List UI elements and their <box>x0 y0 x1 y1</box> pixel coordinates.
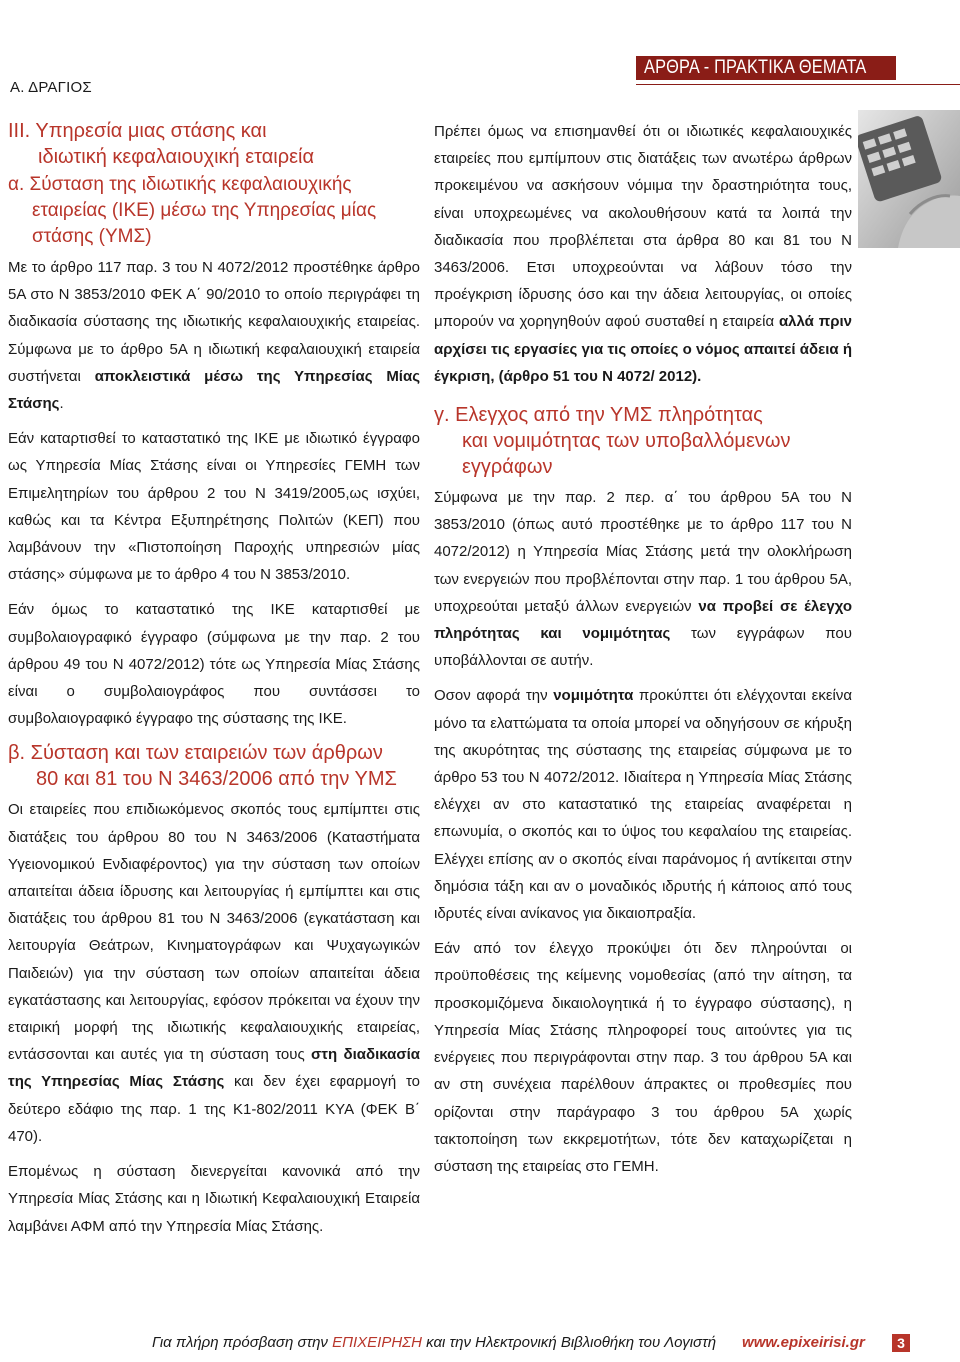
footer-text-1: Για πλήρη πρόσβαση στην <box>152 1334 333 1351</box>
paragraph-article-117-end: . <box>59 395 64 413</box>
paragraph-article-117-bold: αποκλειστικά μέσω της Υπηρεσίας Μίας Στάσης <box>8 367 421 413</box>
subsection-a-line1: α. Σύσταση της ιδιωτικής κεφαλαιουχικής <box>8 174 352 195</box>
subsection-a-line2: εταιρείας (ΙΚΕ) μέσω της Υπηρεσίας μίας <box>32 200 377 221</box>
footer-url-link[interactable]: www.epixeirisi.gr <box>742 1334 865 1351</box>
footer-text <box>152 1334 865 1351</box>
paragraph-check-result: Εάν από τον έλεγχο προκύψει ότι δεν πληρούνται οι προϋποθέσεις της κείμενης νομοθεσίας (από την αίτηση, τα προσκομιζόμενα δικαιολογητικά ή το έγγραφο σύστασης), η Υπηρεσία Μίας Στάσης πληροφορεί τους αιτούντες για τις ενέργειες που περιγράφονται στην παρ. 3 του άρθρου 5Α και αν στη συνέχεια παρέλθουν άπρακτες οι προθεσμίες που ορίζονται στην παράγραφο 3 του άρθρου 5Α χωρίς τακτοποίηση των εκκρεμοτήτων, τότε δεν καταχωρίζεται η σύσταση της εταιρείας στο ΓΕΜΗ. <box>434 940 852 1175</box>
author-name: Α. ΔΡΑΓΙΟΣ <box>10 79 92 96</box>
paragraph-completeness-check <box>434 484 852 674</box>
subsection-c-heading <box>434 402 852 480</box>
paragraph-notarial-document: Εάν όμως το καταστατικό της ΙΚΕ καταρτισθεί με συμβολαιογραφικό έγγραφο (σύμφωνα με την παρ. 2 του άρθρου 49 του Ν 4072/2012) τότε ως Υπηρεσία Μίας Στάσης είναι ο συμβολαιογράφος που συντάσσει το συμβολαιογραφικό έγγραφο της σύστασης της ΙΚΕ. <box>8 601 420 728</box>
paragraph-private-document: Εάν καταρτισθεί το καταστατικό της ΙΚΕ με ιδιωτικό έγγραφο ως Υπηρεσία Μίας Στάσης είναι οι Υπηρεσίες ΓΕΜΗ των Επιμελητηρίων του άρθρου 2 του Ν 3419/2005,ως ισχύει, καθώς και τα Κέντρα Εξυπηρέτησης Πολιτών (ΚΕΠ) που λαμβάνουν την «Πιστοποίηση Παροχής υπηρεσιών μίας στάσης» σύμφωνα με το άρθρο 4 του Ν 3853/2010. <box>8 430 420 584</box>
paragraph-afm: Επομένως η σύσταση διενεργείται κανονικά από την Υπηρεσία Μίας Στάσης και η Ιδιωτική Κεφαλαιουχική Εταιρεία λαμβάνει ΑΦΜ από την Υπηρεσία Μίας Στάσης. <box>8 1163 420 1235</box>
paragraph-completeness-text: Σύμφωνα με την παρ. 2 περ. α΄ του άρθρου 5Α του Ν 3853/2010 (όπως αυτό προστέθηκε με το άρθρο 117 του Ν 4072/2012) η Υπηρεσία Μίας Στάσης μετά την ολοκλήρωση των ενεργειών που προβλέπονται στην παρ. 1 του άρθρου 5Α, υποχρεούται μεταξύ άλλων ενεργειών <box>434 489 852 615</box>
subsection-b-line1: β. Σύσταση και των εταιρειών των άρθρων <box>8 742 383 765</box>
paragraph-legality-text: προκύπτει ότι ελέγχονται εκείνα μόνο τα ελαττώματα τα οποία μπορεί να οδηγήσουν σε κήρυξη της ακυρότητας της σύστασης της εταιρείας σύμφωνα με το άρθρο 53 του Ν 4072/2012. Ιδιαίτερα η Υπηρεσία Μίας Στάσης ελέγχει αν στο καταστατικό της εταιρείας αναφέρεται η επωνυμία, ο σκοπός και το ύψος του κεφαλαίου της εταιρείας. Ελέγχει επίσης αν ο σκοπός είναι παράνομος ή αντίκειται στην δημόσια τάξη και αν ο μοναδικός ιδρυτής ή κάποιος από τους ιδρυτές είναι ανίκανος για δικαιοπραξία. <box>434 687 853 923</box>
paragraph-articles-80-81 <box>8 796 420 1150</box>
header-rule <box>636 84 960 85</box>
paragraph-licensing-text: Πρέπει όμως να επισημανθεί ότι οι ιδιωτικές κεφαλαιουχικές εταιρείες που εμπίμπουν στις διατάξεις των ανωτέρω άρθρων προκειμένου να ασκήσουν νόμιμα την δραστηριότητα τους, είναι υποχρεωμένες να ακολουθήσουν κατά τα λοιπά την διαδικασία που προβλέπεται στα άρθρα 80 και 81 του Ν 3463/2006. Ετσι υποχρεούνται να λάβουν τόσο την προέγκριση ίδρυσης όσο και την άδεια λειτουργίας, οι οποίες μπορούν να χορηγηθούν αφού συσταθεί η εταιρεία <box>434 123 852 331</box>
page-number: 3 <box>892 1334 910 1352</box>
section-iii-heading-line2: ιδιωτική κεφαλαιουχική εταιρεία <box>38 146 315 168</box>
paragraph-article-117-text: Με το άρθρο 117 παρ. 3 του Ν 4072/2012 προστέθηκε άρθρο 5Α στο Ν 3853/2010 ΦΕΚ Α΄ 90/2010 το οποίο περιγράφει τη διαδικασία σύστασης της ιδιωτικής κεφαλαιουχικής εταιρείας. Σύμφωνα με το άρθρο 5Α η ιδιωτική κεφαλαιουχική εταιρεία συστήνεται <box>8 259 420 385</box>
subsection-a-heading <box>8 172 420 250</box>
footer-brand: ΕΠΙΧΕΙΡΗΣΗ <box>332 1334 422 1351</box>
footer-text-2: και την Ηλεκτρονική Βιβλιοθήκη του Λογιστή <box>422 1334 717 1351</box>
section-iii-heading-line1: ΙΙΙ. Υπηρεσία μιας στάσης και <box>8 120 267 142</box>
section-iii-heading <box>8 118 420 170</box>
paragraph-articles-80-81-text: Οι εταιρείες που επιδιωκόμενος σκοπός τους εμπίμπτει στις διατάξεις του άρθρου 80 του Ν 3463/2006 (Καταστήματα Υγειονομικού Ενδιαφέροντος) για την σύσταση των οποίων απαιτείται άδεια ίδρυσης και λειτουργίας ή εμπίμπτει και στις διατάξεις του άρθρου 81 του Ν 3463/2006 (εγκατάσταση και λειτουργία Θεάτρων, Κινηματογράφων και Ψυχαγωγικών Παιδειών) για την σύσταση των οποίων απαιτείται άδεια εγκατάστασης και λειτουργίας, εφόσον πρόκειται να έχουν την εταιρική μορφή της ιδιωτικής κεφαλαιουχικής εταιρείας, εντάσσονται και αυτές για τη σύσταση τους <box>8 801 420 1064</box>
section-tag-label: ΑΡΘΡΑ - ΠΡΑΚΤΙΚΑ ΘΕΜΑΤΑ <box>644 57 867 78</box>
section-tag <box>636 56 896 80</box>
left-column <box>8 118 420 1240</box>
paragraph-completeness-bold: να προβεί σε έλεγχο πληρότητας και νομιμότητας <box>434 597 852 643</box>
subsection-a-line3: στάσης (ΥΜΣ) <box>32 226 152 247</box>
subsection-b-heading <box>8 740 420 792</box>
subsection-c-line2: και νομιμότητας των υποβαλλόμενων <box>462 430 791 453</box>
paragraph-articles-80-81-bold: στη διαδικασία της Υπηρεσίας Μίας Στάσης <box>8 1046 420 1091</box>
right-column <box>434 118 852 1180</box>
paragraph-licensing-bold: αλλά πριν αρχίσει τις εργασίες για τις οποίες ο νόμος απαιτεί άδεια ή έγκριση, (άρθρο 51 του Ν 4072/ 2012). <box>434 313 852 385</box>
paragraph-legality-bold: νομιμότητα <box>553 687 634 705</box>
paragraph-article-117 <box>8 254 420 417</box>
paragraph-articles-80-81-end: και δεν έχει εφαρμογή το δεύτερο εδάφιο της παρ. 1 της Κ1-802/2011 ΚΥΑ (ΦΕΚ Β΄ 470). <box>8 1073 420 1145</box>
calculator-hand-photo <box>858 110 960 248</box>
paragraph-legality <box>434 682 852 927</box>
paragraph-completeness-end: των εγγράφων που υποβάλλονται σε αυτήν. <box>434 625 852 670</box>
subsection-c-line3: εγγράφων <box>462 456 553 479</box>
paragraph-legality-start: Οσον αφορά την <box>434 687 554 705</box>
paragraph-licensing <box>434 118 852 390</box>
subsection-b-line2: 80 και 81 του Ν 3463/2006 από την ΥΜΣ <box>36 768 397 791</box>
subsection-c-line1: γ. Ελεγχος από την ΥΜΣ πληρότητας <box>434 404 763 427</box>
